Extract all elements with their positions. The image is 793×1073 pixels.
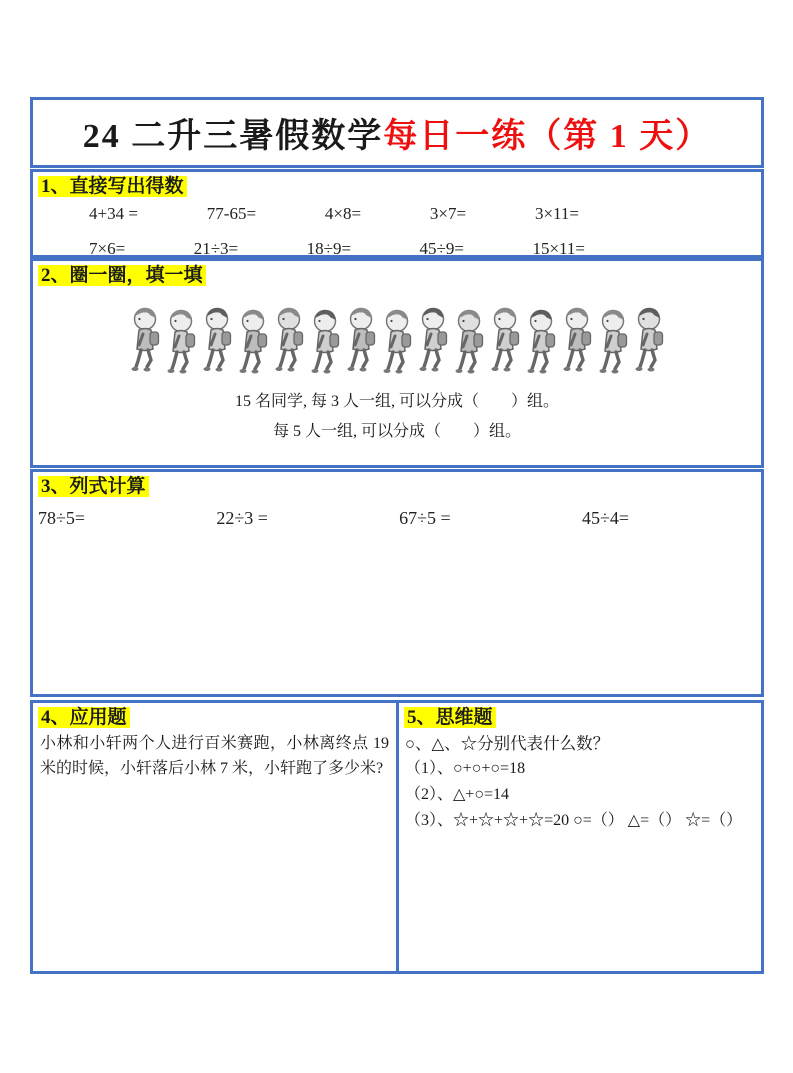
section-3-box [30,469,764,697]
section-2-box [30,258,764,468]
title-box [30,97,764,168]
student-figure-icon [236,306,270,378]
section-3-header: 3、列式计算 [38,476,149,497]
page-title-black: 24 二升三暑假数学 [82,118,384,155]
student-figure-icon [416,304,450,376]
math-problem: 3×11= [534,203,579,223]
students-illustration [33,296,761,376]
section-5-box [396,700,764,974]
student-figure-icon [308,306,342,378]
section-4-header: 4、应用题 [38,707,130,728]
math-problem: 18÷9= [306,238,352,258]
student-figure-icon [344,304,378,376]
section-1-problem-row-1 [33,199,761,224]
thinking-problem-item: （2）、△+○=14 [405,786,510,804]
fill-blank-line-1: 15 名同学, 每 3 人一组, 可以分成（ ）组。 [234,392,559,410]
word-problem-text: 小林和小轩两个人进行百米赛跑，小林离终点 19 米的时候，小轩落后小林 7 米，小轩跑了多少米? [40,734,393,778]
math-problem: 78÷5= [38,507,86,528]
math-problem: 22÷3 = [216,507,268,528]
math-problem: 21÷3= [193,238,239,258]
section-5-header: 5、思维题 [404,707,496,728]
thinking-problem-item: （3）、☆+☆+☆+☆=20 ○=（） △=（） ☆=（） [405,811,743,829]
section-3-header-row [38,475,761,499]
section-1-problem-row-2 [33,224,761,259]
student-figure-icon [560,304,594,376]
thinking-problem-intro: ○、△、☆分别代表什么数？ [405,733,610,753]
student-figure-icon [380,306,414,378]
section-4-box [30,700,399,974]
student-figure-icon [200,304,234,376]
section-1-header-row [38,175,761,199]
math-problem: 7×6= [89,238,126,258]
student-figure-icon [524,306,558,378]
student-figure-icon [452,306,486,378]
math-problem: 4×8= [324,203,362,223]
thinking-problem-item: （1）、○+○+○=18 [405,760,526,778]
student-figure-icon [272,304,306,376]
section-1-box [30,169,764,258]
math-problem: 4+34 = [89,203,138,223]
fill-blank-line-2: 每 5 人一组, 可以分成（ ）组。 [272,422,521,440]
student-figure-icon [596,306,630,378]
section-2-header-row [38,264,761,288]
student-figure-icon [632,304,666,376]
math-problem: 67÷5 = [399,507,451,528]
student-figure-icon [488,304,522,376]
section-2-header: 2、圈一圈，填一填 [38,265,206,286]
section-3-problem-row [33,499,761,529]
section-4-header-row [38,706,396,730]
math-problem: 15×11= [532,238,585,258]
math-problem: 77-65= [206,203,257,223]
section-1-header: 1、直接写出得数 [38,176,187,197]
math-problem: 3×7= [429,203,467,223]
section-5-header-row [404,706,761,730]
math-problem: 45÷4= [581,507,629,528]
math-problem: 45÷9= [419,238,464,258]
page-title-red: 每日一练（第 1 天） [383,118,712,155]
student-figure-icon [164,306,198,378]
student-figure-icon [128,304,162,376]
page-title [83,108,712,157]
